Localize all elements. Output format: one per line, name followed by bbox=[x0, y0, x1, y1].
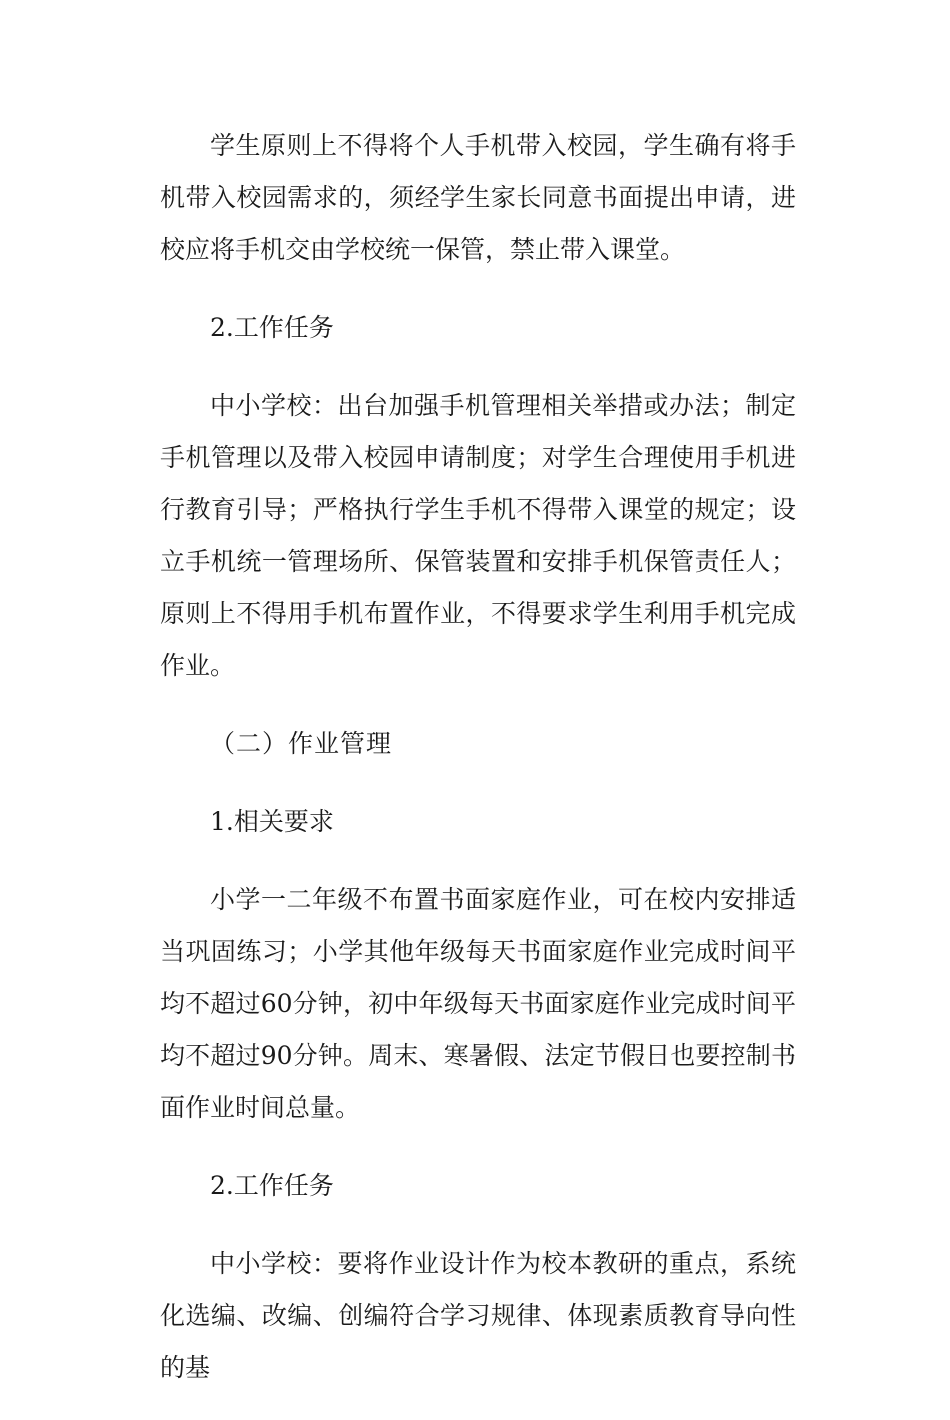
paragraph-school-phone-tasks: 中小学校：出台加强手机管理相关举措或办法；制定手机管理以及带入校园申请制度；对学生合理使用手机进行教育引导；严格执行学生手机不得带入课堂的规定；设立手机统一管理场所、保管装置和安排手机保管责任人；原则上不得用手机布置作业，不得要求学生利用手机完成作业。 bbox=[160, 391, 796, 680]
paragraph-school-homework-tasks: 中小学校：要将作业设计作为校本教研的重点，系统化选编、改编、创编符合学习规律、体现素质教育导向性的基 bbox=[160, 1249, 796, 1382]
heading-related-requirements: 1.相关要求 bbox=[210, 807, 334, 836]
heading-work-tasks-2: 2.工作任务 bbox=[210, 1171, 334, 1200]
paragraph-homework-requirements: 小学一二年级不布置书面家庭作业，可在校内安排适当巩固练习；小学其他年级每天书面家庭作业完成时间平均不超过60分钟，初中年级每天书面家庭作业完成时间平均不超过90分钟。周末、寒暑假、法定节假日也要控制书面作业时间总量。 bbox=[160, 885, 796, 1122]
paragraph-phone-requirement: 学生原则上不得将个人手机带入校园，学生确有将手机带入校园需求的，须经学生家长同意书面提出申请，进校应将手机交由学校统一保管，禁止带入课堂。 bbox=[160, 131, 796, 264]
heading-work-tasks-1: 2.工作任务 bbox=[210, 313, 334, 342]
document-body bbox=[160, 120, 796, 1420]
section-heading-homework-management: （二）作业管理 bbox=[210, 729, 393, 758]
